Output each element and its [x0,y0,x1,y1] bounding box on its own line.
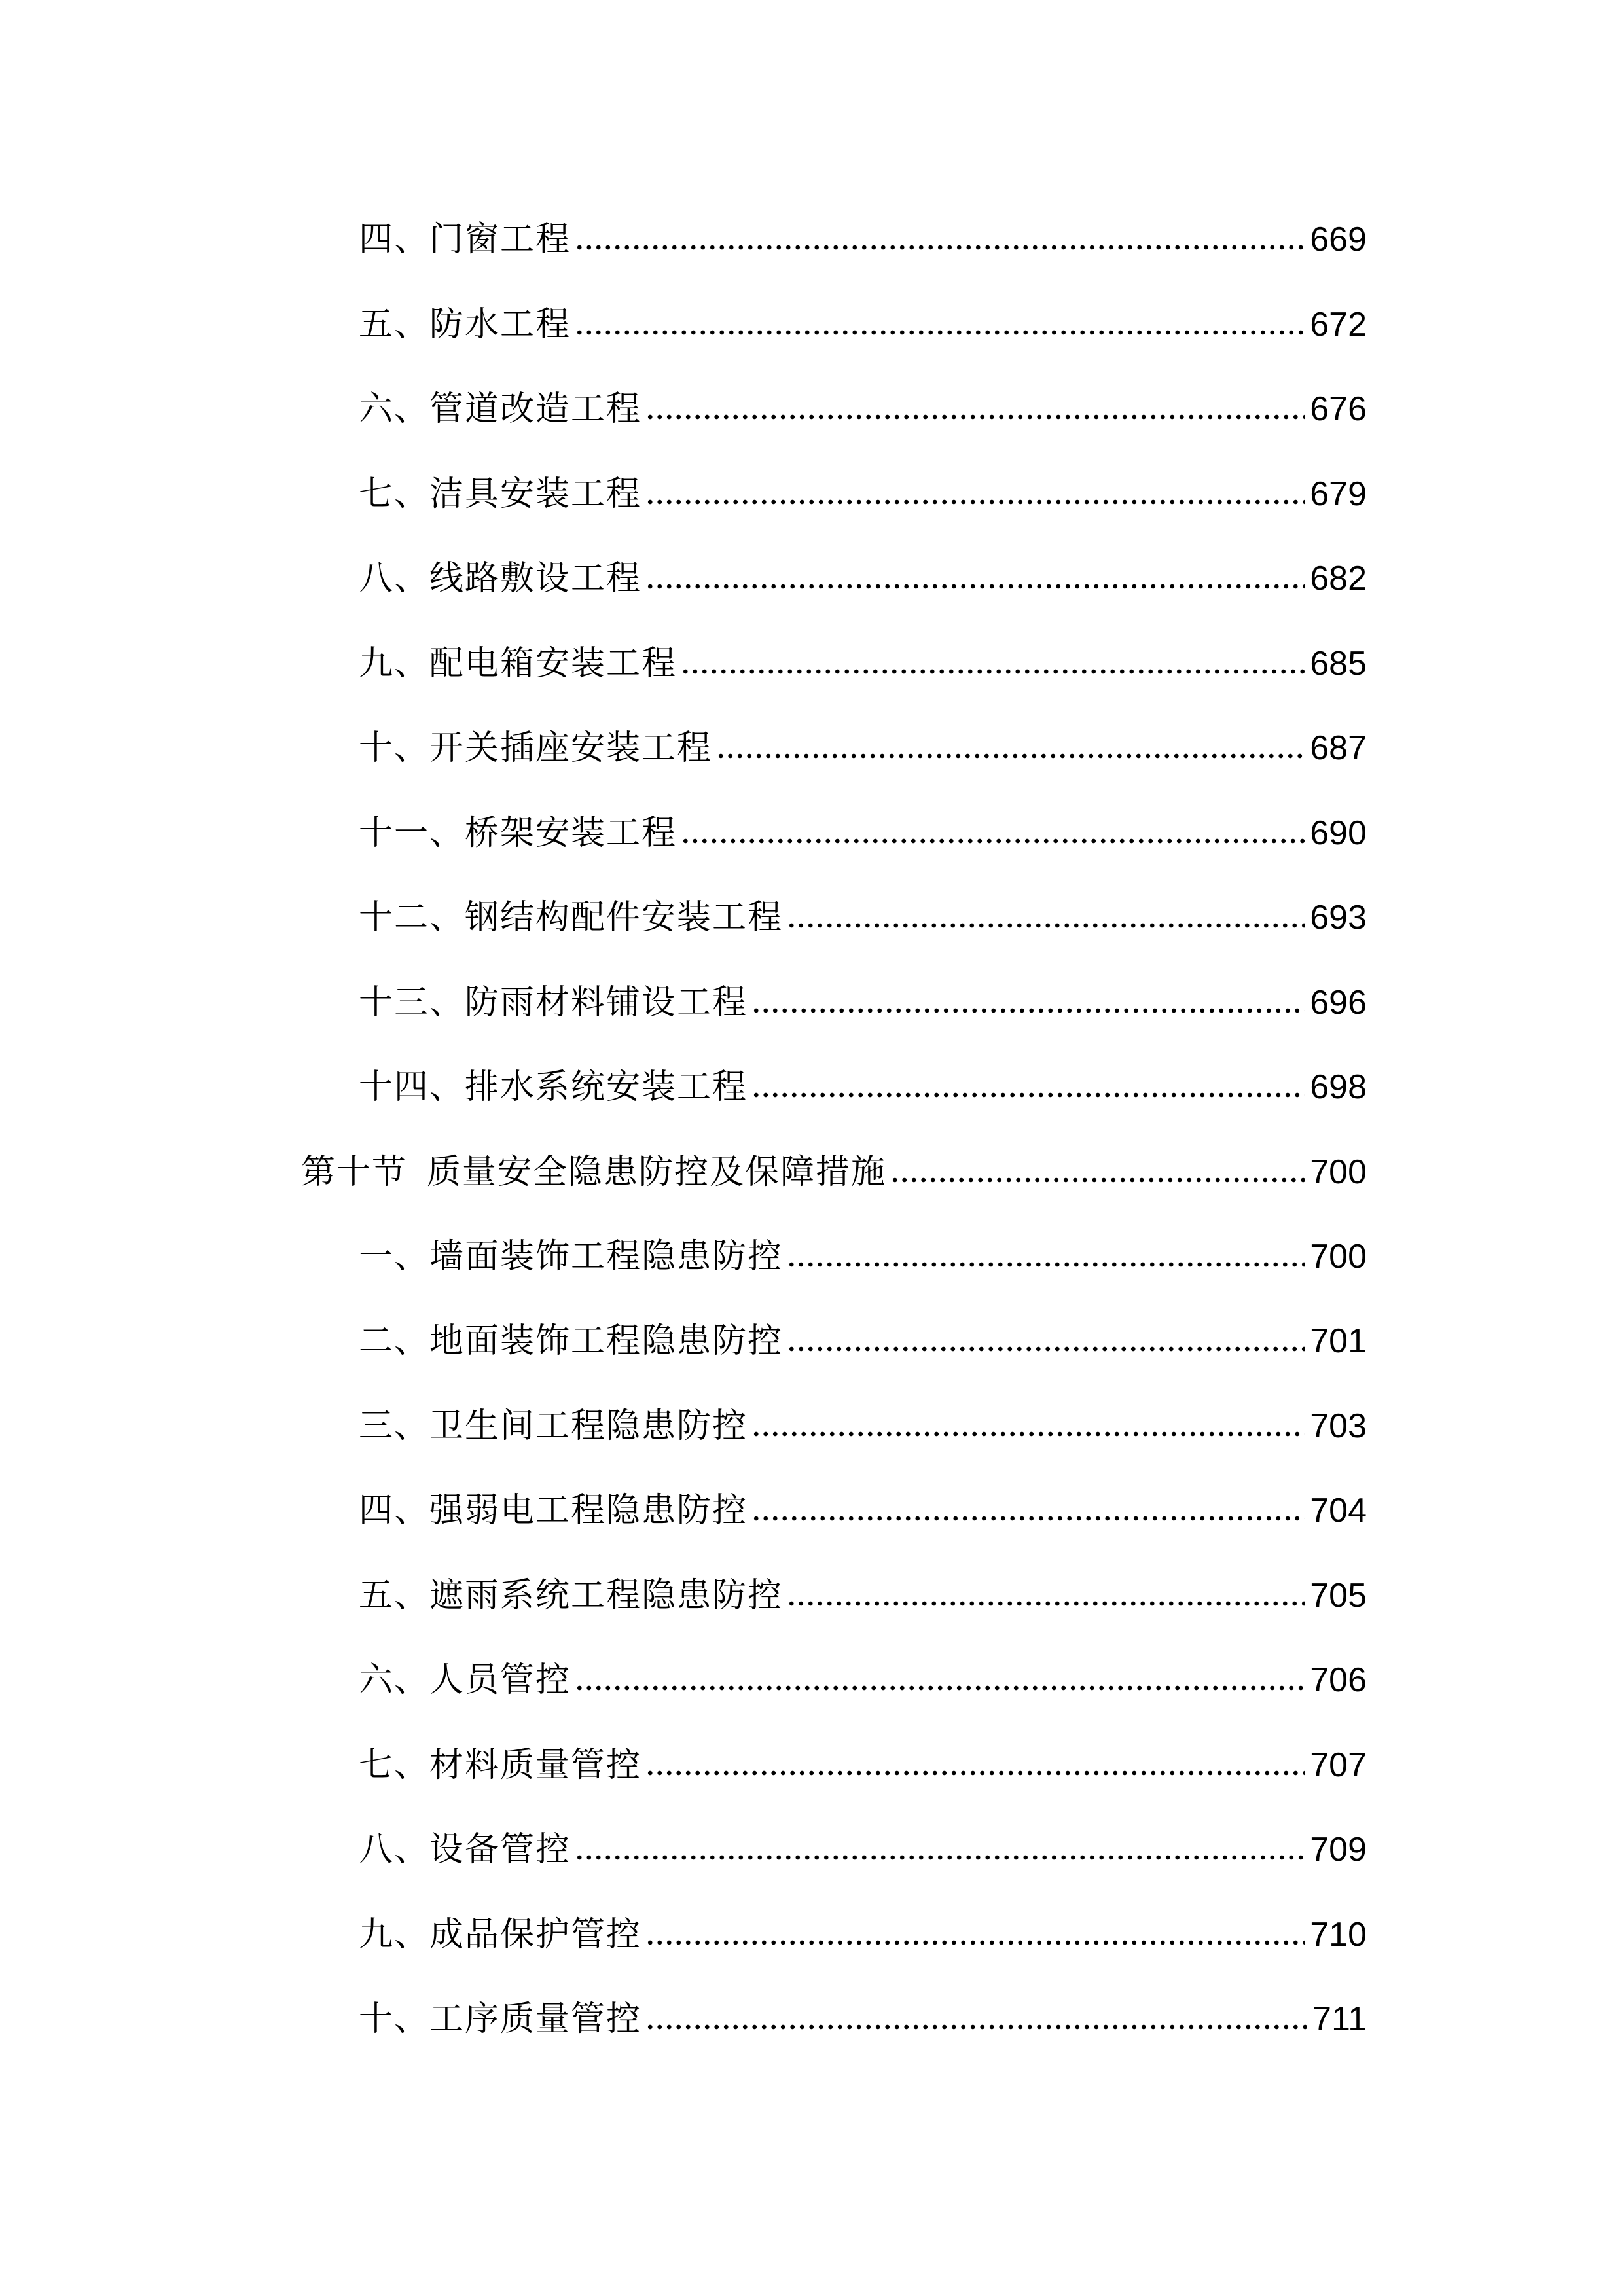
toc-entry[interactable] [359,217,1367,262]
toc-page-number: 700 [1310,1153,1367,1191]
toc-entry-label: 八、线路敷设工程 [359,559,642,598]
toc-entry[interactable] [359,1827,1367,1873]
toc-page-number: 701 [1310,1322,1367,1360]
toc-entry-label: 九、成品保护管控 [359,1915,642,1954]
toc-entry-label: 六、管道改造工程 [359,389,642,429]
toc-page-number: 711 [1312,2000,1367,2038]
toc-entry[interactable] [359,1573,1367,1619]
toc-entry-label: 三、卫生间工程隐患防控 [359,1407,748,1446]
dot-leader [716,751,1305,761]
dot-leader [575,243,1305,252]
toc-page-number: 698 [1310,1068,1367,1106]
dot-leader [787,921,1305,930]
toc-entry[interactable] [359,471,1367,517]
toc-section-number: 第十节 [301,1153,408,1192]
toc-page-number: 672 [1310,306,1367,344]
toc-page-number: 685 [1310,645,1367,683]
dot-leader [575,1683,1305,1693]
toc-page-number: 682 [1310,560,1367,598]
toc-entry-label: 八、设备管控 [359,1830,571,1869]
toc-entry-label: 五、防水工程 [359,305,571,344]
toc-entry[interactable] [359,1234,1367,1280]
toc-entry[interactable] [359,641,1367,687]
toc-entry-label: 十一、桥架安装工程 [359,814,677,853]
toc-page-number: 707 [1310,1746,1367,1784]
toc-section-title: 质量安全隐患防控及保障措施 [427,1153,887,1192]
toc-entry[interactable] [359,725,1367,771]
toc-page-number: 690 [1310,814,1367,852]
toc-entry-label: 十四、排水系统安装工程 [359,1067,748,1107]
dot-leader [681,836,1305,846]
toc-entry[interactable] [359,302,1367,348]
dot-leader [645,497,1305,507]
toc-section-label [301,1149,886,1195]
toc-entry-label: 六、人员管控 [359,1660,571,1700]
toc-entry-label: 九、配电箱安装工程 [359,644,677,683]
toc-entry-label: 二、地面装饰工程隐患防控 [359,1321,784,1361]
dot-leader [751,1006,1305,1015]
toc-entry-label: 十、开关插座安装工程 [359,728,713,768]
toc-page-number: 679 [1310,475,1367,513]
dot-leader [645,582,1305,591]
dot-leader [751,1514,1305,1523]
toc-entry-label: 七、洁具安装工程 [359,475,642,514]
toc-entry-label: 四、门窗工程 [359,220,571,259]
toc-page-number: 705 [1310,1577,1367,1615]
toc-entry-label: 七、材料质量管控 [359,1746,642,1785]
toc-page-number: 709 [1310,1831,1367,1869]
dot-leader [787,1344,1305,1354]
toc-entry[interactable] [359,895,1367,941]
toc-entry[interactable] [359,1657,1367,1703]
toc-entry-label: 一、墙面装饰工程隐患防控 [359,1237,784,1276]
dot-leader [645,1938,1305,1947]
toc-page-number: 700 [1310,1238,1367,1276]
dot-leader [890,1175,1305,1185]
toc-page-number: 676 [1310,390,1367,428]
toc-entry[interactable] [359,1488,1367,1534]
toc-entry[interactable] [359,556,1367,601]
dot-leader [681,667,1305,676]
toc-page-number: 706 [1310,1661,1367,1699]
toc-page-number: 696 [1310,984,1367,1022]
toc-entry-label: 十二、钢结构配件安装工程 [359,898,784,937]
toc-entry-label: 四、强弱电工程隐患防控 [359,1491,748,1530]
toc-page-number: 703 [1310,1407,1367,1445]
toc-entry[interactable] [359,1912,1367,1958]
dot-leader [751,1090,1305,1100]
toc-entry[interactable] [359,1318,1367,1364]
toc-page-number: 710 [1310,1916,1367,1954]
toc-entry[interactable] [359,1064,1367,1110]
dot-leader [645,1768,1305,1778]
toc-page-number: 669 [1310,221,1367,259]
toc-entry[interactable] [359,386,1367,432]
toc-page-number: 704 [1310,1492,1367,1530]
toc-entry[interactable] [359,1996,1367,2042]
dot-leader [575,1853,1305,1862]
dot-leader [787,1599,1305,1608]
toc-entry[interactable] [359,1742,1367,1788]
toc-entry-label: 十、工序质量管控 [359,2000,642,2039]
toc-entry-label: 十三、防雨材料铺设工程 [359,983,748,1022]
toc-entry[interactable] [359,810,1367,856]
toc-page-number: 687 [1310,729,1367,767]
dot-leader [751,1429,1305,1439]
toc-entry[interactable] [359,980,1367,1026]
toc-page-number: 693 [1310,899,1367,937]
toc-entry-label: 五、遮雨系统工程隐患防控 [359,1576,784,1615]
dot-leader [645,412,1305,422]
dot-leader [575,328,1305,337]
dot-leader [787,1260,1305,1269]
toc-entry[interactable] [359,1403,1367,1449]
dot-leader [645,2022,1307,2032]
toc-section-entry[interactable] [301,1149,1367,1195]
